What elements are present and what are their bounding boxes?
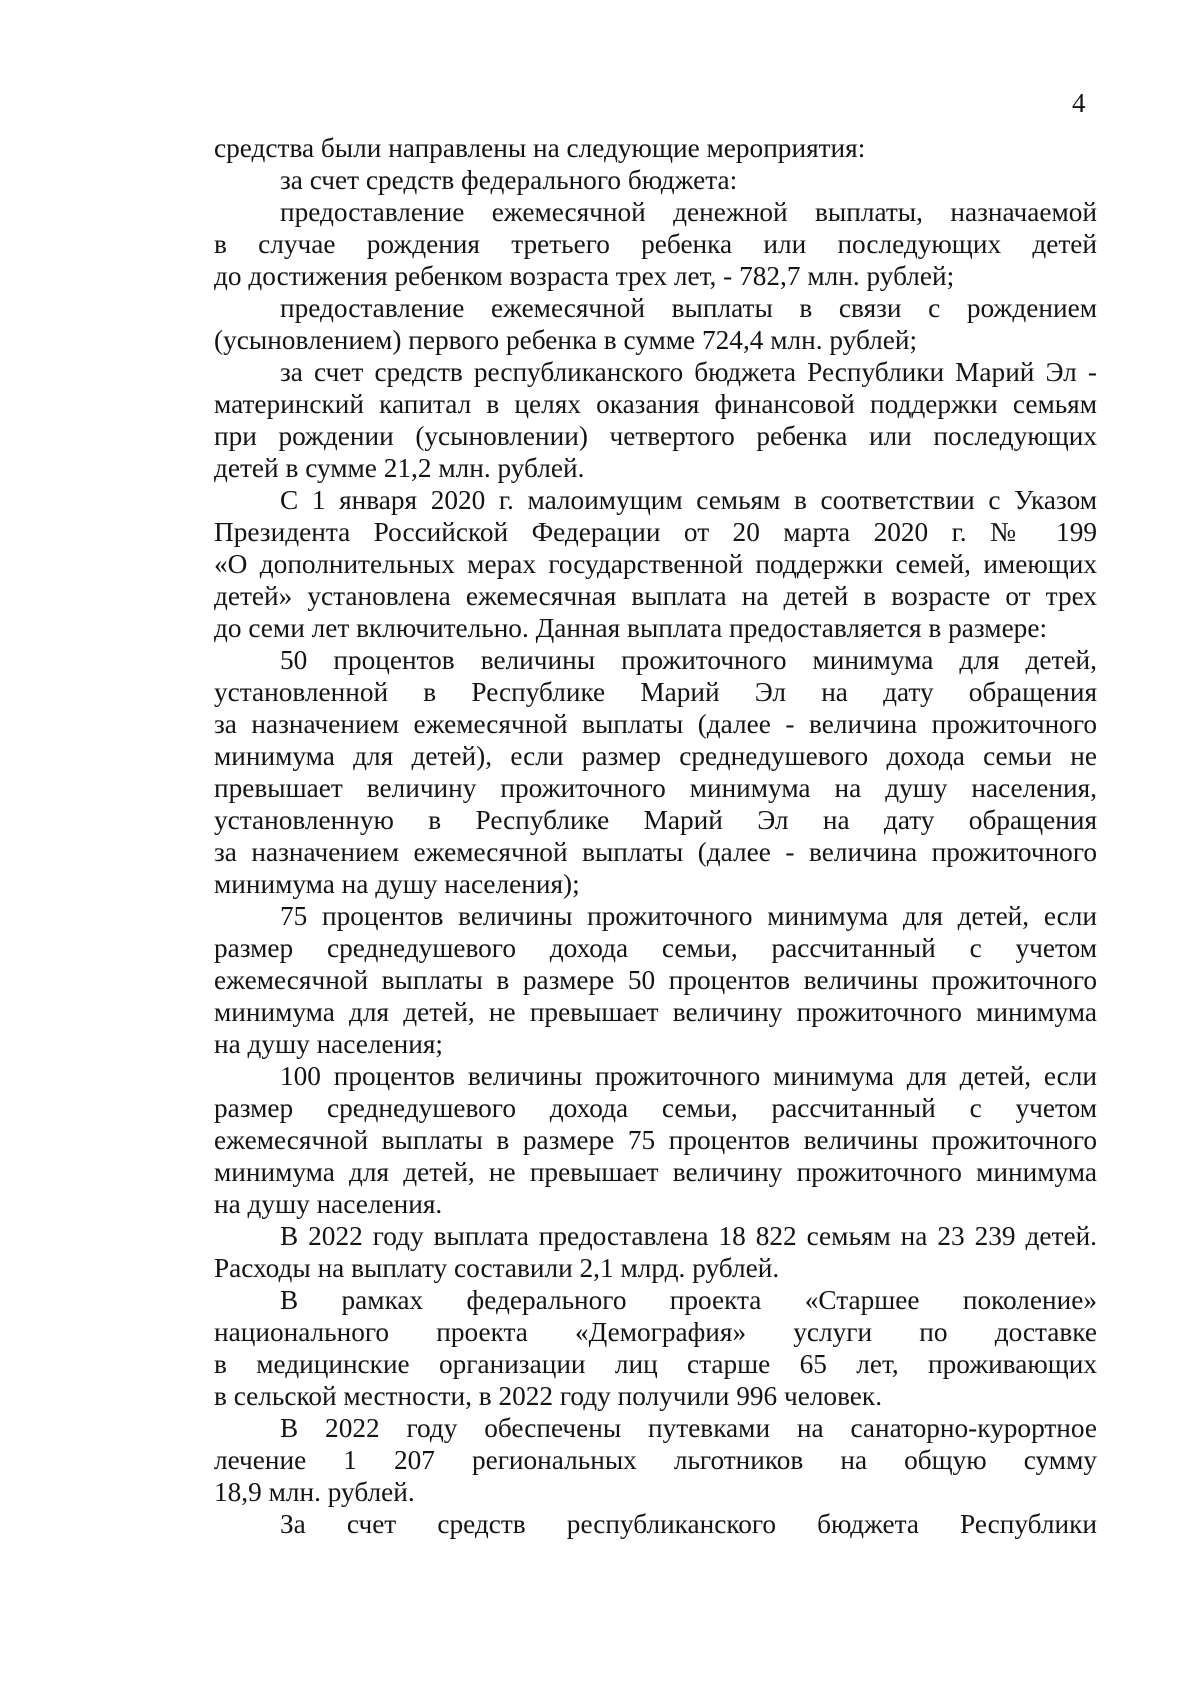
text-line: в сельской местности, в 2022 году получили 996 человек.: [214, 1381, 883, 1411]
text-line: В 2022 году выплата предоставлена 18 822 семьям на 23 239 детей.: [280, 1221, 1097, 1251]
text-line: С 1 января 2020 г. малоимущим семьям в соответствии с Указом: [280, 485, 1097, 515]
text-line: в медицинские организации лиц старше 65 лет, проживающих: [214, 1349, 1097, 1379]
page-number: 4: [1072, 88, 1086, 118]
paragraph: [214, 900, 1097, 1060]
text-line: за счет средств федерального бюджета:: [280, 165, 738, 195]
text-line: предоставление ежемесячной выплаты в связи с рождением: [280, 293, 1097, 323]
text-line: на душу населения;: [214, 1029, 443, 1059]
text-line: до семи лет включительно. Данная выплата предоставляется в размере:: [214, 613, 1048, 643]
paragraph: [214, 1220, 1097, 1284]
text-line: предоставление ежемесячной денежной выплаты, назначаемой: [280, 197, 1097, 227]
text-line: Расходы на выплату составили 2,1 млрд. рублей.: [214, 1253, 780, 1283]
text-line: установленную в Республике Марий Эл на дату обращения: [214, 805, 1097, 835]
text-line: 50 процентов величины прожиточного минимума для детей,: [280, 645, 1097, 675]
text-line: превышает величину прожиточного минимума на душу населения,: [214, 773, 1097, 803]
paragraph: [214, 132, 1097, 164]
text-line: размер среднедушевого дохода семьи, рассчитанный с учетом: [214, 933, 1097, 963]
text-line: минимума на душу населения);: [214, 869, 580, 899]
text-line: при рождении (усыновлении) четвертого ребенка или последующих: [214, 421, 1097, 451]
text-line: ежемесячной выплаты в размере 75 процентов величины прожиточного: [214, 1125, 1097, 1155]
paragraph: [214, 1060, 1097, 1220]
text-line: 18,9 млн. рублей.: [214, 1477, 415, 1507]
text-line: В 2022 году обеспечены путевками на санаторно-курортное: [280, 1413, 1097, 1443]
text-line: установленной в Республике Марий Эл на дату обращения: [214, 677, 1097, 707]
text-line: в случае рождения третьего ребенка или последующих детей: [214, 229, 1097, 259]
text-line: 100 процентов величины прожиточного минимума для детей, если: [280, 1061, 1097, 1091]
paragraph: [214, 196, 1097, 292]
text-line: Президента Российской Федерации от 20 марта 2020 г. № 199: [214, 517, 1097, 547]
paragraph: [214, 644, 1097, 900]
text-line: за счет средств республиканского бюджета Республики Марий Эл -: [280, 357, 1097, 387]
text-line: За счет средств республиканского бюджета Республики: [280, 1509, 1097, 1539]
paragraph: [214, 484, 1097, 644]
text-line: за назначением ежемесячной выплаты (далее - величина прожиточного: [214, 837, 1097, 867]
text-line: детей» установлена ежемесячная выплата на детей в возрасте от трех: [214, 581, 1097, 611]
text-line: минимума для детей), если размер среднедушевого дохода семьи не: [214, 741, 1097, 771]
text-line: до достижения ребенком возраста трех лет, - 782,7 млн. рублей;: [214, 261, 955, 291]
document-body: [214, 132, 1097, 1540]
text-line: национального проекта «Демография» услуги по доставке: [214, 1317, 1097, 1347]
paragraph: [214, 1508, 1097, 1540]
text-line: лечение 1 207 региональных льготников на общую сумму: [214, 1445, 1097, 1475]
text-line: детей в сумме 21,2 млн. рублей.: [214, 453, 585, 483]
paragraph: [214, 1412, 1097, 1508]
text-line: материнский капитал в целях оказания финансовой поддержки семьям: [214, 389, 1097, 419]
text-line: на душу населения.: [214, 1189, 443, 1219]
text-line: 75 процентов величины прожиточного минимума для детей, если: [280, 901, 1097, 931]
paragraph: [214, 292, 1097, 356]
text-line: «О дополнительных мерах государственной поддержки семей, имеющих: [214, 549, 1097, 579]
text-line: минимума для детей, не превышает величину прожиточного минимума: [214, 1157, 1097, 1187]
paragraph: [214, 164, 1097, 196]
text-line: за назначением ежемесячной выплаты (далее - величина прожиточного: [214, 709, 1097, 739]
text-line: ежемесячной выплаты в размере 50 процентов величины прожиточного: [214, 965, 1097, 995]
text-line: средства были направлены на следующие мероприятия:: [214, 133, 866, 163]
text-line: размер среднедушевого дохода семьи, рассчитанный с учетом: [214, 1093, 1097, 1123]
paragraph: [214, 356, 1097, 484]
text-line: минимума для детей, не превышает величину прожиточного минимума: [214, 997, 1097, 1027]
text-line: (усыновлением) первого ребенка в сумме 724,4 млн. рублей;: [214, 325, 918, 355]
text-line: В рамках федерального проекта «Старшее поколение»: [280, 1285, 1097, 1315]
paragraph: [214, 1284, 1097, 1412]
